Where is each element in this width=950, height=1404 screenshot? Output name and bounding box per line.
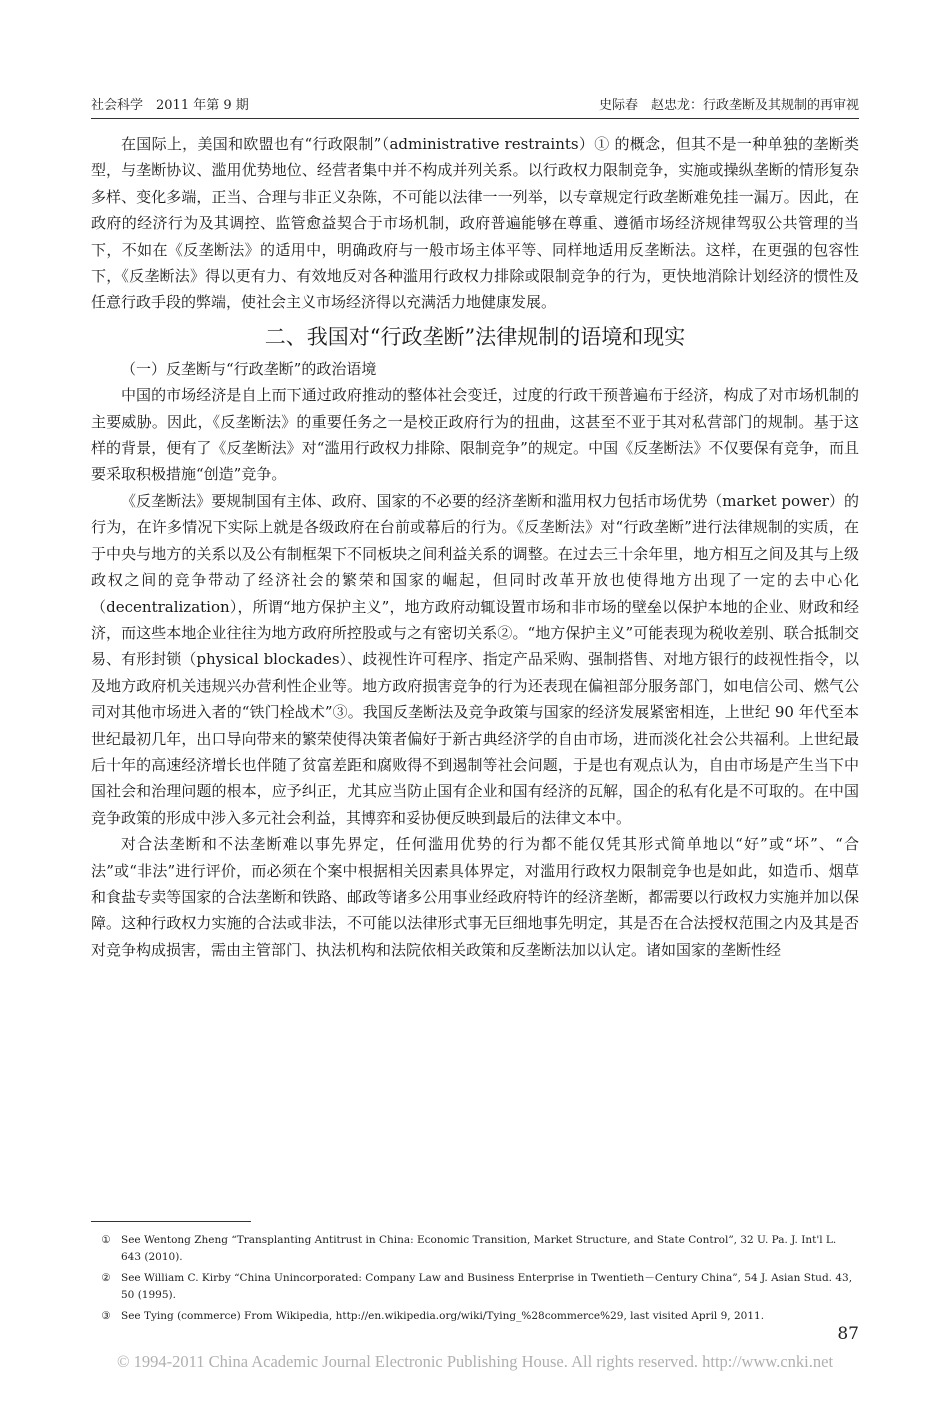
paragraph-1: 在国际上，美国和欧盟也有“行政限制”（administrative restraints）① 的概念，但其不是一种单独的垄断类型，与垄断协议、滥用优势地位、经营者集中并不构成并列关系。以行政权力限制竞争，实施或操纵垄断的情形复杂多样、变化多端，正当、合理与非正义杂陈，不可能以法律一一列举，以专章规定行政垄断难免挂一漏万。因此，在政府的经济行为及其调控、监管愈益契合于市场机制，政府普遍能够在尊重、遵循市场经济规律驾驭公共管理的当下，不如在《反垄断法》的适用中，明确政府与一般市场主体平等、同样地适用反垄断法。这样，在更强的包容性下，《反垄断法》得以更有力、有效地反对各种滥用行政权力排除或限制竞争的行为，更快地消除计划经济的惯性及任意行政手段的弊端，使社会主义市场经济得以充满活力地健康发展。 — [91, 135, 859, 312]
paragraph-2: 中国的市场经济是自上而下通过政府推动的整体社会变迁，过度的行政干预普遍布于经济，构成了对市场机制的主要威胁。因此，《反垄断法》的重要任务之一是校正政府行为的扭曲，这甚至不亚于其对私营部门的规制。基于这样的背景，便有了《反垄断法》对“滥用行政权力排除、限制竞争”的规定。中国《反垄断法》不仅要保有竞争，而且要采取积极措施“创造”竞争。 — [91, 386, 859, 484]
footnote-mark: ② — [101, 1272, 111, 1284]
journal-issue: 社会科学 2011 年第 9 期 — [91, 98, 249, 113]
footnote-mark: ③ — [101, 1310, 111, 1322]
footnote-2 — [91, 1270, 859, 1304]
footnote-mark: ① — [101, 1234, 111, 1246]
paragraph-4: 对合法垄断和不法垄断难以事先界定，任何滥用优势的行为都不能仅凭其形式简单地以“好”或“坏”、“合法”或“非法”进行评价，而必须在个案中根据相关因素具体界定，对滥用行政权力限制竞争也是如此，如造币、烟草和食盐专卖等国家的合法垄断和铁路、邮政等诸多公用事业经政府特许的经济垄断，都需要以行政权力实施并加以保障。这种行政权力实施的合法或非法，不可能以法律形式事无巨细地事先明定，其是否在合法授权范围之内及其是否对竞争构成损害，需由主管部门、执法机构和法院依相关政策和反垄断法加以认定。诸如国家的垄断性经 — [91, 835, 859, 959]
subsection-heading: （一）反垄断与“行政垄断”的政治语境 — [121, 359, 377, 378]
section-heading: 二、我国对“行政垄断”法律规制的语境和现实 — [264, 324, 686, 349]
footnote-1 — [91, 1232, 859, 1266]
paragraph-3: 《反垄断法》要规制国有主体、政府、国家的不必要的经济垄断和滥用权力包括市场优势（market power）的行为，在许多情况下实际上就是各级政府在台前或幕后的行为。《反垄断法》对“行政垄断”进行法律规制的实质，在于中央与地方的关系以及公有制框架下不同板块之间利益关系的调整。在过去三十余年里，地方相互之间及其与上级政权之间的竞争带动了经济社会的繁荣和国家的崛起，但同时改革开放也使得地方出现了一定的去中心化（decentralization），所谓“地方保护主义”，地方政府动辄设置市场和非市场的壁垒以保护本地的企业、财政和经济，而这些本地企业往往为地方政府所控股或与之有密切关系②。“地方保护主义”可能表现为税收差别、联合抵制交易、有形封锁（physical blockades）、歧视性许可程序、指定产品采购、强制搭售、对地方银行的歧视性指令，以及地方政府机关违规兴办营利性企业等。地方政府损害竞争的行为还表现在偏袒部分服务部门，如电信公司、燃气公司对其他市场进入者的“铁门栓战术”③。我国反垄断法及竞争政策与国家的经济发展紧密相连，上世纪 90 年代至本世纪最初几年，出口导向带来的繁荣使得决策者偏好于新古典经济学的自由市场，进而淡化社会公共福利。上世纪最后十年的高速经济增长也伴随了贫富差距和腐败得不到遏制等社会问题，于是也有观点认为，自由市场是产生当下中国社会和治理问题的根本，应予纠正，尤其应当防止国有企业和国有经济的瓦解，国企的私有化是不可取的。在中国竞争政策的形成中涉入多元社会利益，其博弈和妥协便反映到最后的法律文本中。 — [91, 491, 859, 827]
article-body — [91, 131, 859, 963]
footnote-divider — [91, 1221, 251, 1222]
footnotes — [91, 1232, 859, 1329]
footnote-text: See William C. Kirby “China Unincorporated: Company Law and Business Enterprise in Twentieth－Century China”, 54 J. Asian Stud. 43, 50 (1995). — [121, 1272, 853, 1301]
article-authors-title: 史际春 赵忠龙：行政垄断及其规制的再审视 — [598, 98, 859, 113]
page-number: 87 — [837, 1324, 859, 1344]
running-header — [91, 94, 859, 113]
footnote-text: See Tying (commerce) From Wikipedia, http://en.wikipedia.org/wiki/Tying_%28commerce%29, last visited April 9, 2011. — [121, 1310, 765, 1322]
header-divider — [91, 118, 859, 119]
copyright-watermark: © 1994-2011 China Academic Journal Electronic Publishing House. All rights reserved. http://www.cnki.net — [116, 1352, 834, 1371]
footnote-text: See Wentong Zheng “Transplanting Antitrust in China: Economic Transition, Market Structure, and State Control”, 32 U. Pa. J. Int'l L. 643 (2010). — [121, 1234, 837, 1263]
footnote-3 — [91, 1308, 859, 1325]
